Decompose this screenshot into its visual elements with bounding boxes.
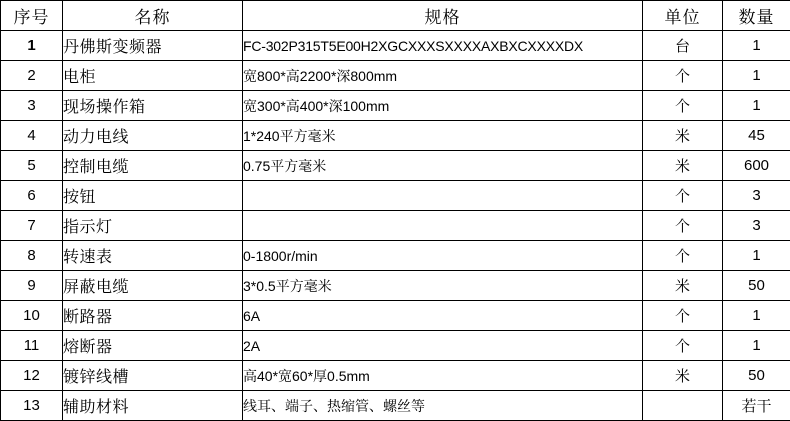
table-row: [1, 151, 790, 181]
table-row: [1, 61, 790, 91]
cell-index: 3: [1, 91, 63, 121]
cell-name: 按钮: [63, 181, 243, 211]
cell-spec: 0-1800r/min: [243, 241, 643, 271]
table-row: [1, 181, 790, 211]
cell-unit: 个: [643, 331, 723, 361]
cell-qty: 600: [723, 151, 790, 181]
table-row: [1, 121, 790, 151]
cell-spec: 宽800*高2200*深800mm: [243, 61, 643, 91]
cell-unit: 米: [643, 271, 723, 301]
cell-spec: FC-302P315T5E00H2XGCXXXSXXXXAXBXCXXXXDX: [243, 31, 643, 61]
cell-qty: 1: [723, 301, 790, 331]
table-row: [1, 211, 790, 241]
cell-index: 5: [1, 151, 63, 181]
cell-name: 丹佛斯变频器: [63, 31, 243, 61]
cell-unit: 个: [643, 61, 723, 91]
cell-qty: 1: [723, 241, 790, 271]
cell-unit: 个: [643, 211, 723, 241]
cell-qty: 若干: [723, 391, 790, 421]
cell-spec: [243, 181, 643, 211]
column-header-name: 名称: [63, 1, 243, 31]
cell-unit: 个: [643, 241, 723, 271]
cell-qty: 50: [723, 361, 790, 391]
cell-spec: 高40*宽60*厚0.5mm: [243, 361, 643, 391]
cell-index: 7: [1, 211, 63, 241]
cell-qty: 45: [723, 121, 790, 151]
cell-unit: 台: [643, 31, 723, 61]
cell-spec: 3*0.5平方毫米: [243, 271, 643, 301]
cell-index: 2: [1, 61, 63, 91]
cell-qty: 1: [723, 331, 790, 361]
cell-unit: 米: [643, 121, 723, 151]
table-body: [1, 31, 790, 421]
cell-name: 屏蔽电缆: [63, 271, 243, 301]
cell-qty: 50: [723, 271, 790, 301]
table-header-row: [1, 1, 790, 31]
cell-index: 8: [1, 241, 63, 271]
cell-index: 13: [1, 391, 63, 421]
cell-qty: 1: [723, 61, 790, 91]
cell-name: 镀锌线槽: [63, 361, 243, 391]
cell-name: 熔断器: [63, 331, 243, 361]
table-row: [1, 331, 790, 361]
cell-index: 1: [1, 31, 63, 61]
cell-name: 转速表: [63, 241, 243, 271]
cell-spec: [243, 211, 643, 241]
table-row: [1, 301, 790, 331]
column-header-qty: 数量: [723, 1, 790, 31]
cell-index: 11: [1, 331, 63, 361]
table-row: [1, 361, 790, 391]
cell-name: 现场操作箱: [63, 91, 243, 121]
cell-index: 10: [1, 301, 63, 331]
cell-name: 指示灯: [63, 211, 243, 241]
table-row: [1, 271, 790, 301]
cell-unit: 米: [643, 361, 723, 391]
cell-name: 控制电缆: [63, 151, 243, 181]
cell-name: 辅助材料: [63, 391, 243, 421]
column-header-spec: 规格: [243, 1, 643, 31]
cell-qty: 1: [723, 91, 790, 121]
cell-unit: 米: [643, 151, 723, 181]
cell-name: 电柜: [63, 61, 243, 91]
column-header-unit: 单位: [643, 1, 723, 31]
cell-qty: 1: [723, 31, 790, 61]
table-row: [1, 91, 790, 121]
cell-index: 9: [1, 271, 63, 301]
cell-index: 6: [1, 181, 63, 211]
cell-unit: 个: [643, 181, 723, 211]
cell-unit: [643, 391, 723, 421]
cell-name: 断路器: [63, 301, 243, 331]
cell-index: 12: [1, 361, 63, 391]
cell-spec: 6A: [243, 301, 643, 331]
cell-spec: 2A: [243, 331, 643, 361]
table-row: [1, 391, 790, 421]
cell-spec: 线耳、端子、热缩管、螺丝等: [243, 391, 643, 421]
cell-unit: 个: [643, 91, 723, 121]
cell-spec: 0.75平方毫米: [243, 151, 643, 181]
column-header-index: 序号: [1, 1, 63, 31]
table-row: [1, 31, 790, 61]
cell-name: 动力电线: [63, 121, 243, 151]
cell-spec: 1*240平方毫米: [243, 121, 643, 151]
cell-unit: 个: [643, 301, 723, 331]
cell-qty: 3: [723, 211, 790, 241]
cell-index: 4: [1, 121, 63, 151]
cell-spec: 宽300*高400*深100mm: [243, 91, 643, 121]
cell-qty: 3: [723, 181, 790, 211]
table-row: [1, 241, 790, 271]
